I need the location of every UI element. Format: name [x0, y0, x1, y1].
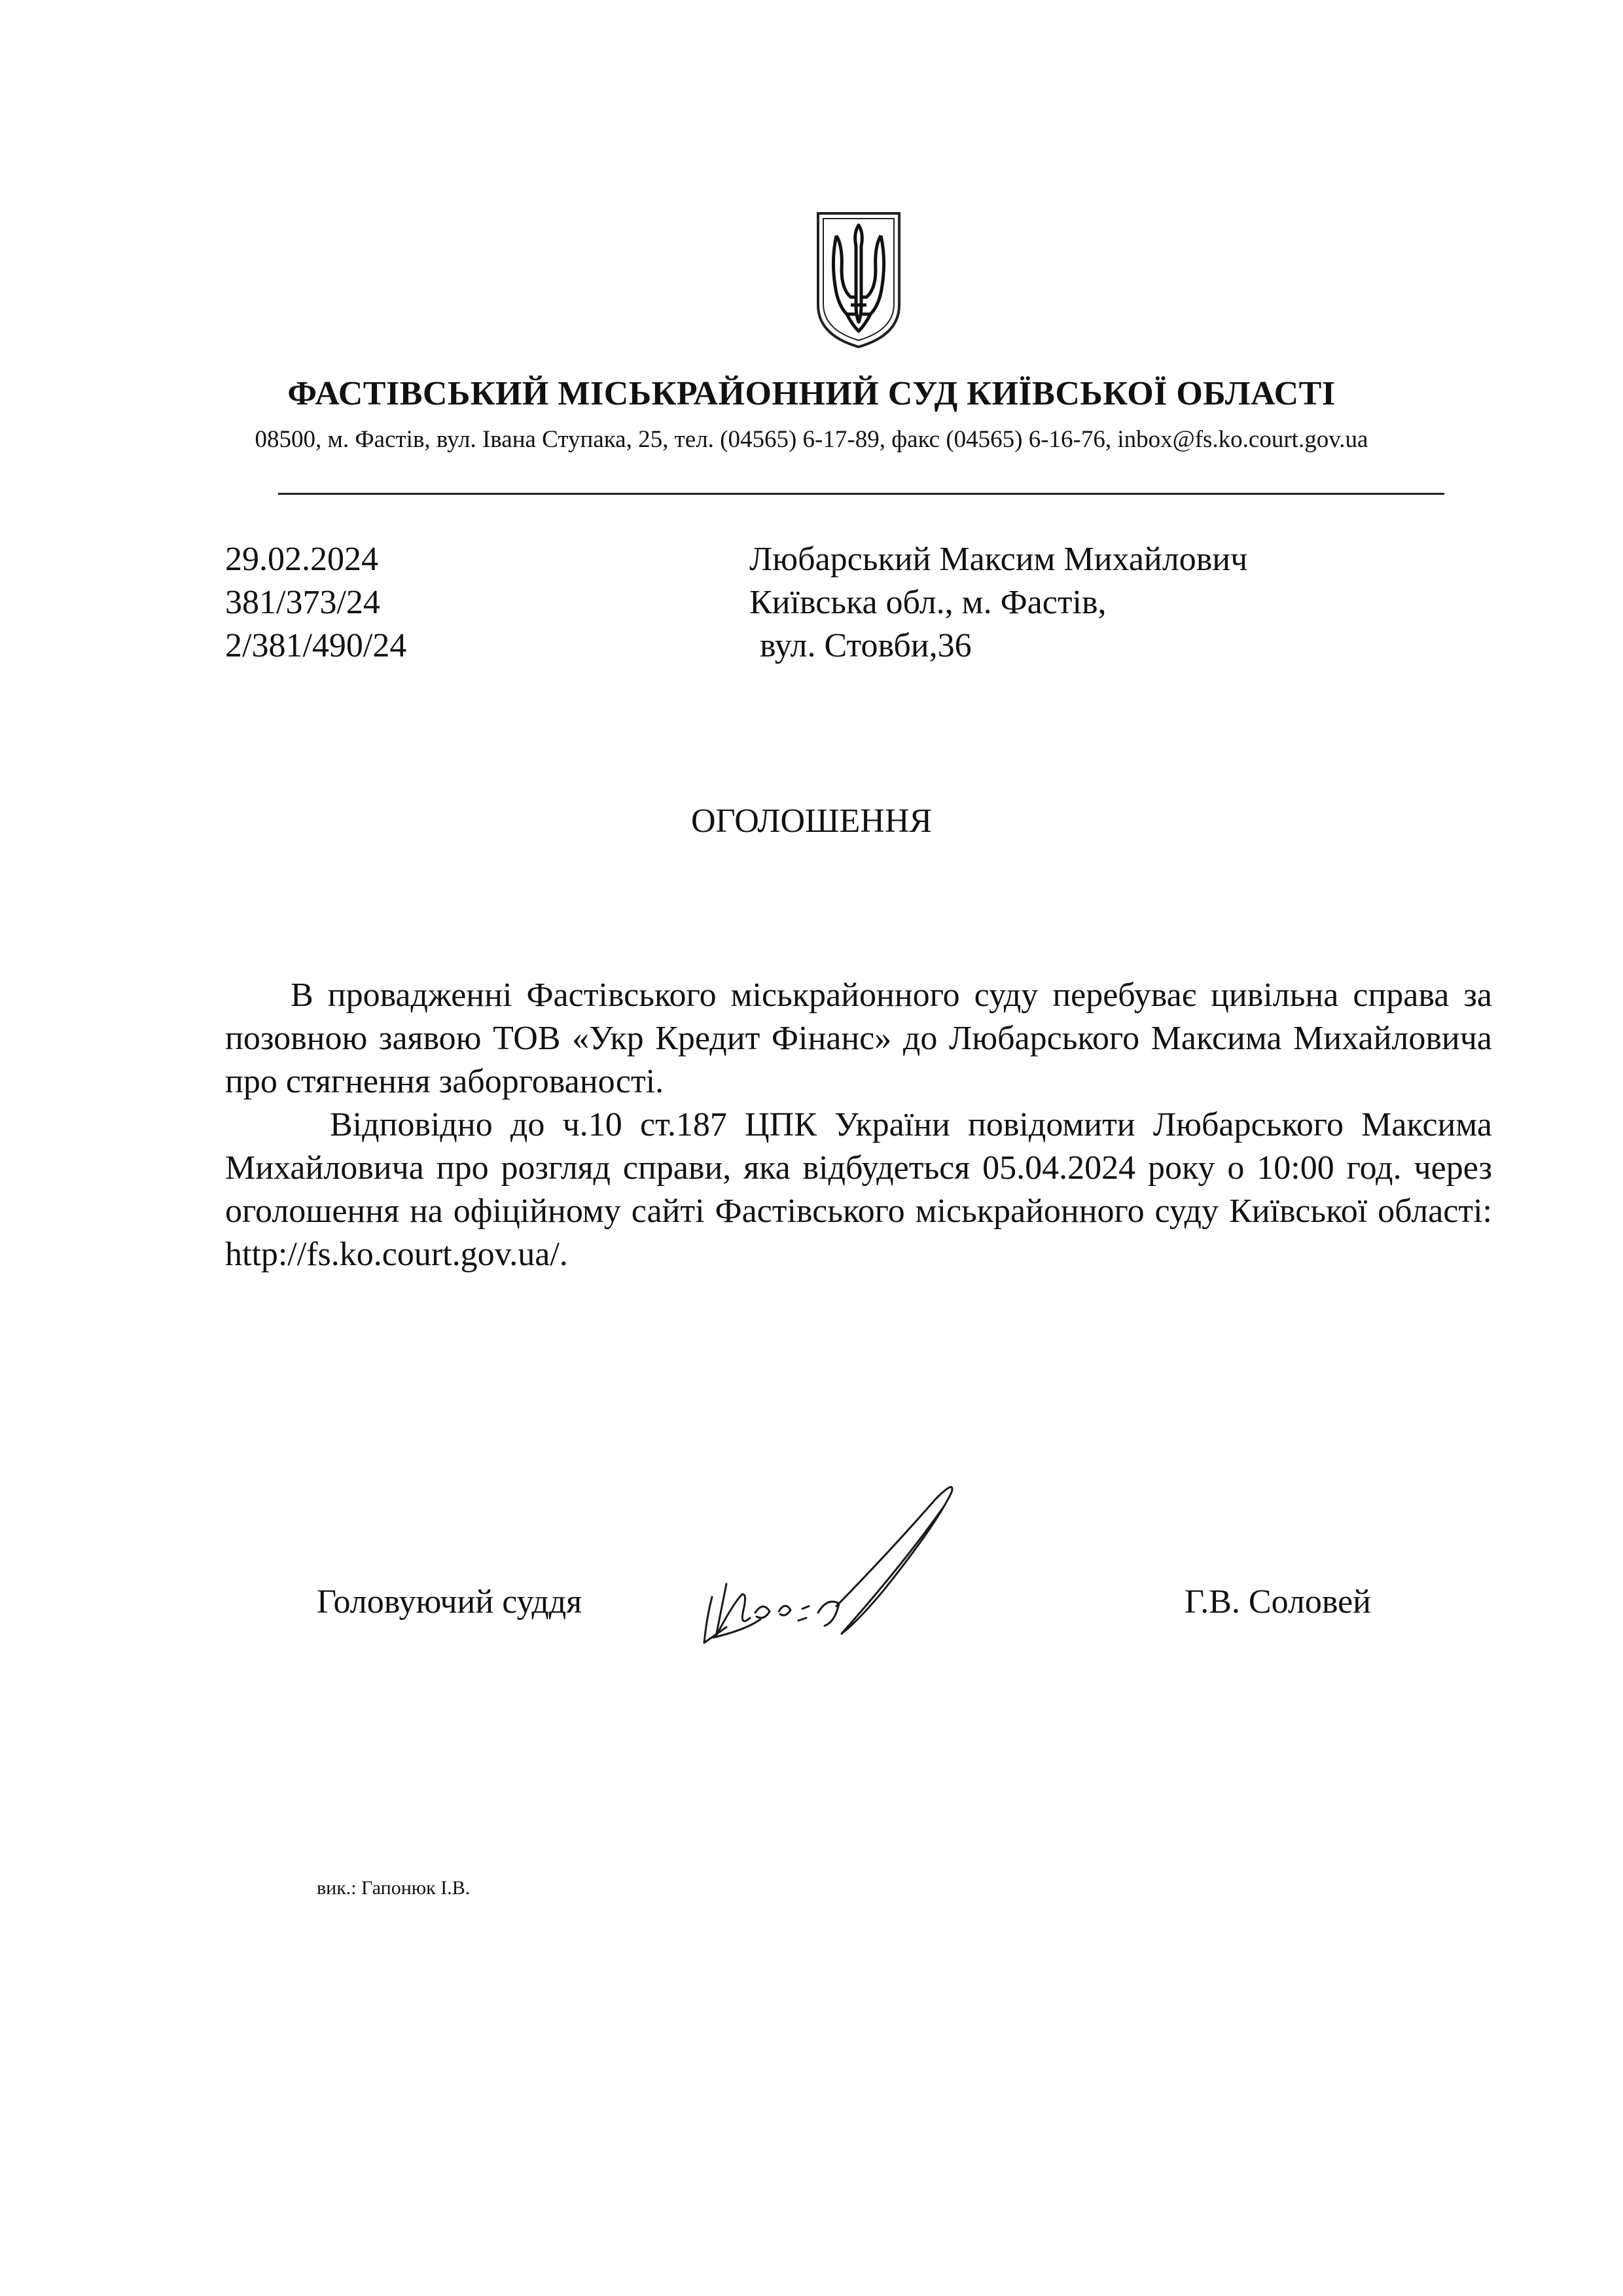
document-title: ОГОЛОШЕННЯ — [690, 802, 933, 840]
case-number: 2/381/490/24 — [225, 627, 407, 664]
judge-name: Г.В. Соловей — [1185, 1583, 1371, 1621]
court-name-heading: ФАСТІВСЬКИЙ МІСЬКРАЙОННИЙ СУД КИЇВСЬКОЇ ОБЛАСТІ — [287, 375, 1336, 412]
announcement-paragraph: В провадженні Фастівського міськрайонного суду перебуває цивільна справа за позовною заявою ТОВ «Укр Кредит Фінанс» до Любарського Максима Михайловича про стягнення заборгованості. — [225, 977, 1492, 1100]
announcement-paragraph: Відповідно до ч.10 ст.187 ЦПК України повідомити Любарського Максима Михайловича про розгляд справи, яка відбудеться 05.04.2024 року о 10:00 год. через оголошення на офіційному сайті Фастівського міськрайонного суду Київської області: http://fs.ko.court.gov.ua/. — [225, 1106, 1492, 1273]
recipient-street: вул. Стовби,36 — [760, 627, 972, 664]
reference-block — [225, 538, 406, 668]
outgoing-number: 381/373/24 — [225, 584, 380, 621]
recipient-block — [749, 538, 1247, 668]
tryzub-coat-of-arms-icon — [813, 207, 904, 350]
signatory-role: Головуючий суддя — [317, 1583, 582, 1621]
executor-note: вик.: Гапонюк І.В. — [317, 1877, 471, 1899]
court-address-line: 08500, м. Фастів, вул. Івана Ступака, 25, тел. (04565) 6-17-89, факс (04565) 6-16-76, inbox@fs.ko.court.gov.ua — [255, 426, 1368, 453]
recipient-name: Любарський Максим Михайлович — [749, 541, 1248, 578]
letter-date: 29.02.2024 — [225, 541, 378, 578]
recipient-locality: Київська обл., м. Фастів, — [749, 584, 1107, 621]
handwritten-signature-icon — [687, 1473, 1027, 1669]
announcement-body — [225, 974, 1492, 1276]
header-divider — [278, 493, 1444, 495]
